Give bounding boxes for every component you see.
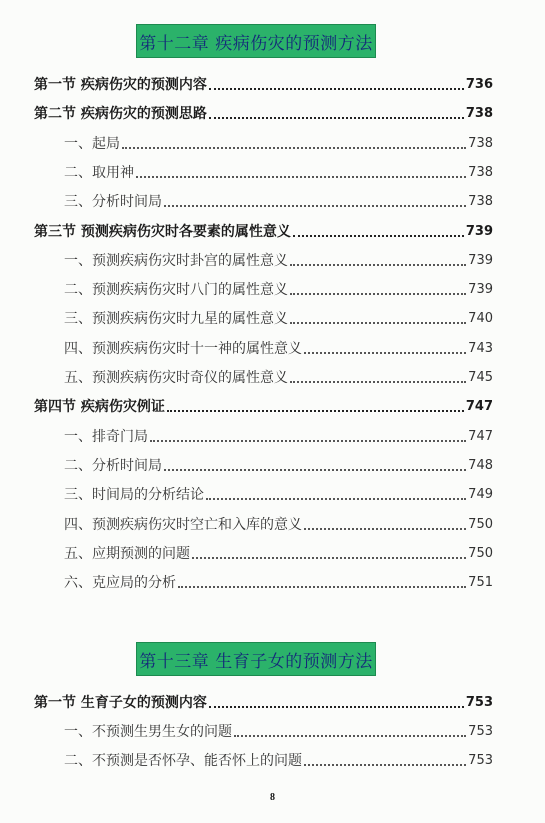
toc-entry-label: 二、预测疾病伤灾时八门的属性意义 [64,282,288,299]
toc-item-row[interactable] [64,278,493,300]
toc-section-row[interactable] [34,395,493,417]
toc-entry-page: 747 [465,399,493,415]
dot-leader [234,735,466,737]
toc-entry-page: 738 [468,194,493,210]
toc-entry-label: 第四节 疾病伤灾例证 [34,399,165,416]
toc-entry-label: 二、分析时间局 [64,457,162,474]
toc-section-row[interactable] [34,691,493,713]
dot-leader [136,176,466,178]
dot-leader [178,586,466,588]
dot-leader [209,88,464,90]
toc-entry-label: 六、克应局的分析 [64,575,176,592]
toc-entry-label: 第一节 生育子女的预测内容 [34,695,207,711]
dot-leader [150,440,466,442]
toc-entry-label: 一、起局 [64,135,120,152]
toc-entry-page: 753 [468,753,493,768]
toc-entry-page: 750 [468,545,493,561]
toc-entry-label: 二、不预测是否怀孕、能否怀上的问题 [64,753,302,769]
dot-leader [164,205,466,207]
dot-leader [164,469,466,471]
toc-entry-page: 738 [468,164,493,180]
toc-entry-page: 738 [465,106,493,122]
toc-entry-page: 750 [468,516,493,532]
toc-entry-label: 一、不预测生男生女的问题 [64,724,232,740]
toc-item-row[interactable] [64,720,493,742]
toc-item-row[interactable] [64,366,493,388]
toc-section-row[interactable] [34,73,493,95]
toc-entry-page: 748 [468,457,493,473]
toc-entry-page: 743 [468,340,493,356]
dot-leader [304,528,466,530]
toc-entry-label: 三、预测疾病伤灾时九星的属性意义 [64,311,288,328]
toc-entry-label: 第一节 疾病伤灾的预测内容 [34,77,207,93]
toc-item-row[interactable] [64,542,493,564]
dot-leader [290,264,466,266]
chapter-12-banner [136,24,376,58]
dot-leader [209,706,464,708]
chapter-13-banner [136,642,376,676]
toc-section-row[interactable] [34,102,493,124]
toc-entry-page: 739 [465,223,493,239]
toc-entry-label: 第二节 疾病伤灾的预测思路 [34,106,207,123]
dot-leader [293,235,464,237]
toc-item-row[interactable] [64,190,493,212]
toc-entry-label: 五、应期预测的问题 [64,545,190,562]
toc-entry-page: 740 [468,311,493,327]
toc-entry-page: 736 [465,77,493,92]
dot-leader [209,117,464,119]
chapter-13-title: 第十三章 生育子女的预测方法 [139,651,373,672]
toc-entry-page: 753 [468,724,493,739]
toc-item-row[interactable] [64,513,493,535]
toc-entry-page: 745 [468,370,493,385]
toc-entry-page: 753 [465,695,493,710]
toc-item-row[interactable] [64,454,493,476]
toc-item-row[interactable] [64,749,493,771]
toc-item-row[interactable] [64,249,493,271]
toc-entry-page: 749 [468,487,493,503]
toc-item-row[interactable] [64,425,493,447]
toc-item-row[interactable] [64,483,493,505]
page-number: 8 [270,792,275,803]
toc-entry-label: 四、预测疾病伤灾时空亡和入库的意义 [64,516,302,533]
dot-leader [167,410,464,412]
toc-entry-label: 一、预测疾病伤灾时卦宫的属性意义 [64,252,288,269]
toc-entry-page: 751 [468,575,493,591]
toc-item-row[interactable] [64,132,493,154]
toc-entry-label: 四、预测疾病伤灾时十一神的属性意义 [64,340,302,357]
toc-entry-label: 五、预测疾病伤灾时奇仪的属性意义 [64,370,288,386]
toc-entry-page: 747 [468,428,493,444]
dot-leader [304,764,466,766]
toc-item-row[interactable] [64,571,493,593]
chapter-12-title: 第十二章 疾病伤灾的预测方法 [139,33,373,54]
dot-leader [290,322,466,324]
dot-leader [206,498,466,500]
toc-entry-label: 第三节 预测疾病伤灾时各要素的属性意义 [34,223,291,240]
toc-entry-page: 739 [468,282,493,298]
toc-entry-page: 738 [468,135,493,151]
toc-entry-label: 二、取用神 [64,164,134,181]
toc-entry-page: 739 [468,252,493,268]
toc-entry-label: 三、时间局的分析结论 [64,487,204,504]
toc-item-row[interactable] [64,337,493,359]
dot-leader [122,147,466,149]
toc-item-row[interactable] [64,307,493,329]
toc-section-row[interactable] [34,220,493,242]
toc-entry-label: 三、分析时间局 [64,194,162,211]
dot-leader [304,352,466,354]
toc-entry-label: 一、排奇门局 [64,428,148,445]
toc-item-row[interactable] [64,161,493,183]
dot-leader [290,381,466,383]
dot-leader [290,293,466,295]
dot-leader [192,557,466,559]
